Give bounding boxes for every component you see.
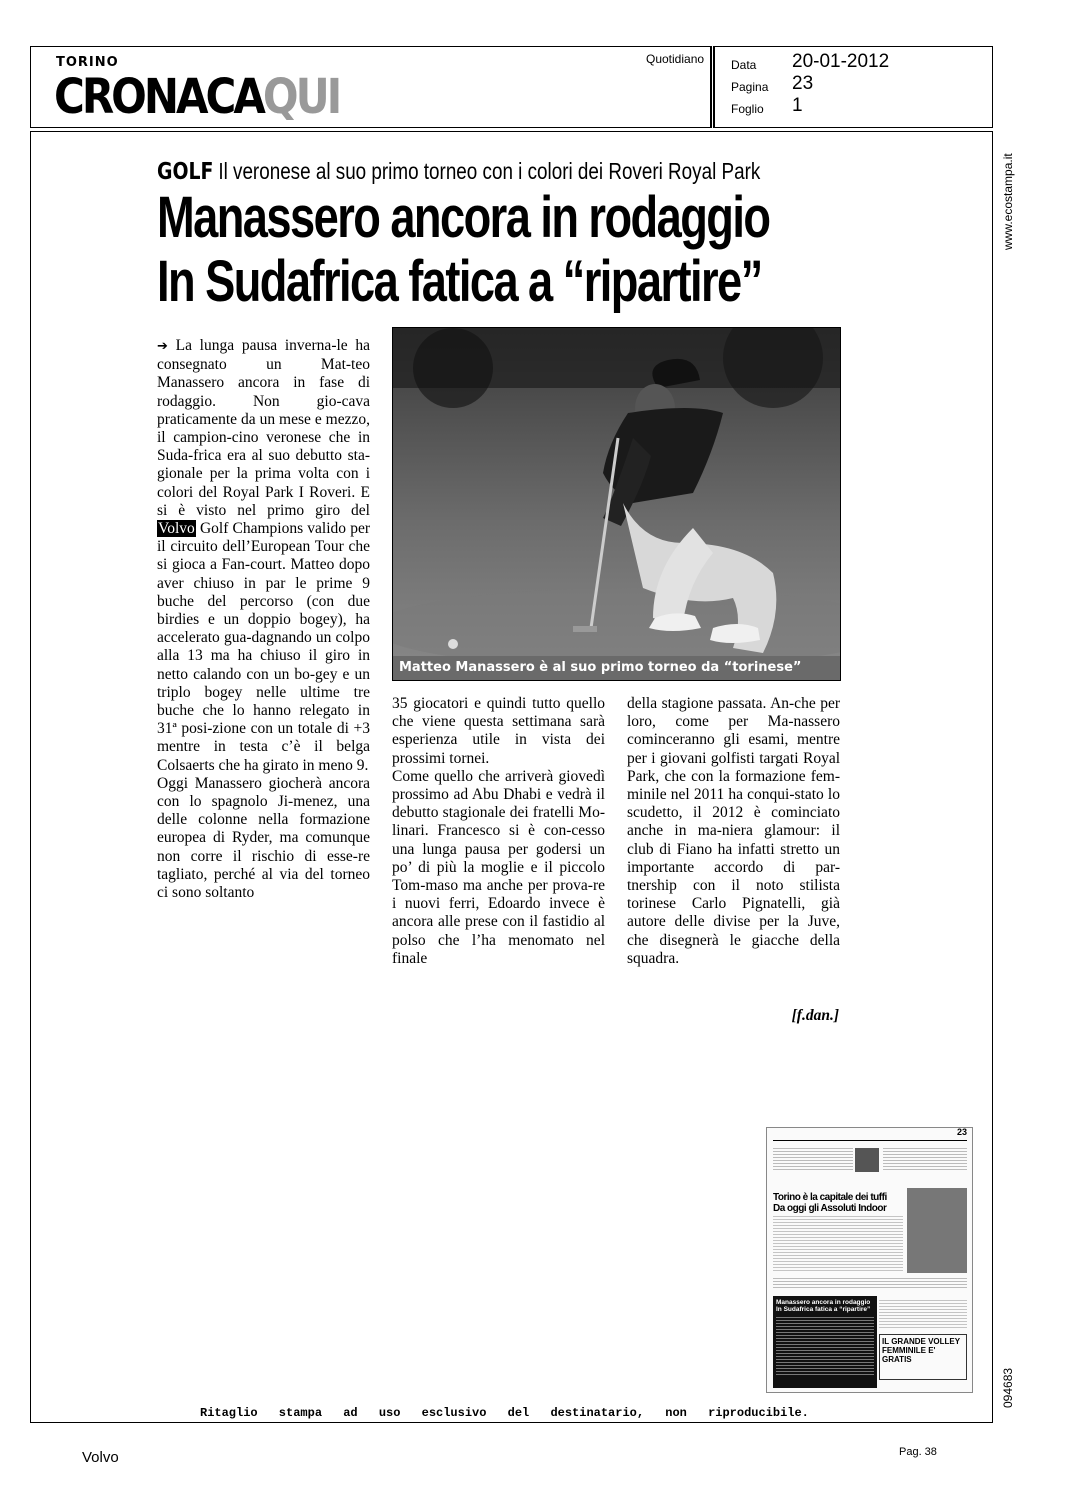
author-signature: [f.dan.] — [791, 1007, 839, 1024]
headline-line-1: Manassero ancora in rodaggio — [157, 185, 770, 250]
clipping-code-vertical: 094683 — [1001, 1367, 1015, 1408]
thumb-headline-4: In Sudafrica fatica a “ripartire” — [776, 1306, 871, 1313]
section-tag: GOLF — [157, 159, 214, 185]
arrow-right-icon: ➔ — [157, 339, 168, 354]
col1-text-a: La lunga pausa inverna-le ha consegnato un Mat-teo Manassero ancora in fase di rodaggio. Non gio-cava praticamente da un mese e mezzo, il campion-cino veronese che in Suda-frica era al suo debutto sta-gionale per la prima volta con i colori del Royal Park I Roveri. E si è visto nel primo giro del — [157, 337, 371, 519]
thumb-text-block — [776, 1317, 874, 1377]
meta-label-date: Data — [731, 58, 757, 72]
client-name: Volvo — [82, 1449, 119, 1466]
highlighted-keyword: Volvo — [158, 520, 195, 538]
thumb-headline-1b: Da oggi gli Assoluti Indoor — [773, 1203, 887, 1214]
article-photo — [392, 327, 841, 681]
col1-text-b: Golf Champions valido per il circuito dell’European Tour che si gioca a Fan-court. Matteo dopo aver chiuso in par le prime 9 buche del percorso (con due birdies e un doppio bogey), ha accelerato gua-dagnando un colpo alla 13 ma ha chiuso il giro in netto calando con un bo-gey e un triplo bogey nelle ultime tre buche che lo hanno relegato in 31ª posi-zione con un totale di +3 mentre in testa c’è il belga Colsaerts che ha girato in meno 9. — [157, 520, 370, 774]
thumb-headline-1a: Torino è la capitale dei tuffi — [773, 1192, 887, 1203]
meta-value-date: 20-01-2012 — [792, 51, 890, 72]
thumb-headline-1 — [773, 1192, 887, 1214]
article-column-1 — [157, 337, 370, 902]
article-column-3 — [627, 695, 840, 968]
golfer-photo-image — [393, 328, 841, 681]
thumb-text-block — [773, 1278, 967, 1290]
thumb-page-number: 23 — [956, 1127, 967, 1137]
edition-type: Quotidiano — [646, 52, 705, 66]
meta-value-page: 23 — [792, 73, 814, 94]
column-1-paragraph-2: Oggi Manassero giocherà ancora con lo spagnolo Ji-menez, una delle colonne nella formazione europea di Ryder, ma comunque non corre il rischio di esse-re tagliato, perché al via del torneo ci sono soltanto — [157, 774, 370, 902]
photo-caption: Matteo Manassero è al suo primo torneo da “torinese” — [393, 656, 840, 680]
thumb-text-block — [773, 1148, 853, 1172]
kicker-text: Il veronese al suo primo torneo con i colori dei Roveri Royal Park — [218, 158, 761, 184]
column-1-paragraph-1 — [157, 337, 370, 775]
meta-label-page: Pagina — [731, 80, 769, 94]
thumb-ad-volley: IL GRANDE VOLLEY FEMMINILE E' GRATIS — [879, 1334, 967, 1380]
thumb-headline-3: Manassero ancora in rodaggio — [776, 1299, 871, 1306]
thumb-article-highlight — [773, 1296, 877, 1388]
newspaper-logo — [54, 68, 339, 124]
logo-city: TORINO — [56, 55, 119, 70]
column-3-paragraph-1: della stagione passata. An-che per loro, come per Ma-nassero cominceranno gli esami, mentre per i giovani golfisti targati Royal Park, che con la formazione fem-minile nel 2011 ha conqui-stato lo scudetto, il 2012 è cominciato anche in ma-niera glamour: il club di Fiano ha infatti stretto un importante accordo di par-tnership con il noto stilista torinese Carlo Pignatelli, già autore delle divise per la Juve, che disegnerà le giacche della squadra. — [627, 695, 840, 967]
logo-accent-text: QUI — [262, 68, 340, 125]
article-headline — [157, 186, 769, 314]
article-column-2 — [392, 695, 605, 968]
thumb-photo-large — [907, 1188, 967, 1273]
website-vertical: www.ecostampa.it — [1001, 153, 1015, 250]
page-number: Pag. 38 — [899, 1446, 937, 1458]
page-thumbnail — [766, 1127, 973, 1393]
thumb-text-block — [773, 1216, 903, 1271]
logo-main-text: CRONACA — [54, 68, 263, 125]
column-2-paragraph-1: 35 giocatori e quindi tutto quello che viene questa settimana sarà esperienza utile in vista dei prossimi tornei. — [392, 695, 605, 767]
thumb-text-block — [883, 1148, 967, 1172]
meta-label-sheet: Foglio — [731, 102, 764, 116]
column-2-paragraph-2: Come quello che arriverà giovedì prossimo ad Abu Dhabi e vedrà il debutto stagionale dei fratelli Mo-linari. Francesco si è con-cesso una lunga pausa per godersi un po’ di più la moglie e il piccolo Tom-maso ma anche per prova-re i nuovi ferri, Edoardo invece è ancora alle prese con il fastidio al polso che l’ha menomato nel finale — [392, 767, 605, 967]
article-kicker — [157, 158, 760, 185]
meta-value-sheet: 1 — [792, 95, 803, 116]
headline-line-2: In Sudafrica fatica a “ripartire” — [157, 249, 762, 314]
thumb-header — [773, 1127, 967, 1141]
thumb-photo-small — [855, 1148, 879, 1172]
thumb-ad-top — [879, 1300, 967, 1330]
reproduction-notice: Ritaglio stampa ad uso esclusivo del destinatario, non riproducibile. — [200, 1406, 809, 1420]
